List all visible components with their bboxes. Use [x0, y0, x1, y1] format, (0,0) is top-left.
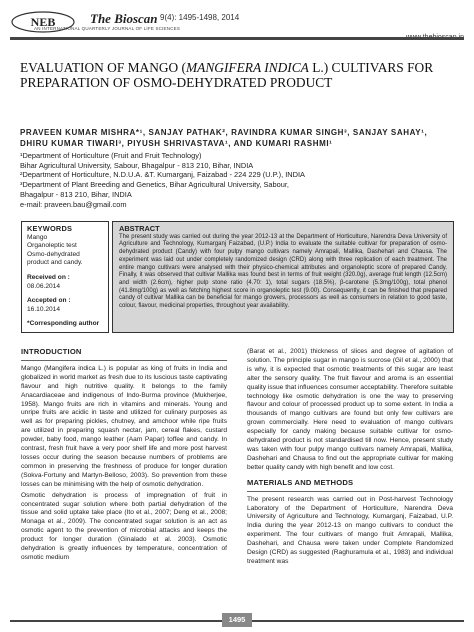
introduction-paragraph: Mango (Mangifera indica L.) is popular as king of fruits in India and globalized in world market as fresh due to its luscious taste captivating flavour and high nutritive quality. It belongs to the family Anacardiaceae and indigenous of Indo-Burma province (Mukherjee, 1958). Mango fruits are rich in vitamins and minerals. Young and unripe fruits are acidic in taste and utilized for culinary purposes as well as for preparing pickles, chutney, and amchoor while ripe fruits are utilized in preparing squash nectar, jam, cereal flakes, custard powder, baby food, mango leather (Aam Papar) toffee and candy. In contrast, fresh fruit have a very poor shelf life and more post harvest losses occur during the season because numbers of problems are common in preserving the freshness of produce for longer duration (Sokva-Fortuny and Martyn-Belloso, 2003). So prevention from these losses can be minimising with the help of osmotic dehydration. — [21, 364, 227, 488]
abstract-text: The present study was carried out during the year 2012-13 at the Department of Horticulture, Narendra Deva University of Agriculture and Technology, Kumarganj Faizabad, (U.P.) India to evaluate the suitable cultivar for preparation of osmo-dehydrated product (Candy) with four pulpy mango cultivars namely Amrapali, Mallika, Dashehari and Chausa. The experiment was laid out under completely randomized design (CRD) along with three replication of each treatment. The entire mango cultivars were analysed with their physico-chemical attributes and organoleptic score of prepared Candy. Finally, it was observed that cultivar Mallika was found best in terms of fruit weight (320.0g), average fruit length (12.5cm) and width (2.6cm), higher pulp stone ratio (4.70: 1), total sugars (18.5%), β-carotene (5.3mg/100g), total phenol (41.8mg/100g) as well as fetching highest score in organoleptic test (9.00). Consequently, it can be finished that prepared candy of cultivar Mallika can be beneficial for mango growers, processors as well as consumers in relation to good taste, colour, flavour, medicinal properties, throughout year availability. — [119, 233, 447, 310]
keywords-heading: KEYWORDS — [27, 224, 73, 233]
contact-email[interactable]: e-mail: praveen.bau@gmail.com — [20, 199, 127, 209]
methods-paragraph: The present research was carried out in Post-harvest Technology Laboratory of the Department of Horticulture, Narendra Deva University of Agriculture and Technology, Kumarganj, Faizabad, U.P. India during the year 2012-13 on mango cultivars to conduct the experiment. The four cultivars of mango fruit Amrapali, Mallika, Dashehari, and Chausa were taken under Complete Randomized Design (CRD) as suggested (Raghuramula et al., 1983) and individual treatment was — [247, 495, 453, 565]
accepted-label: Accepted on : — [27, 297, 71, 305]
header-rule — [10, 37, 464, 40]
keyword-item: Osmo-dehydrated — [27, 250, 80, 258]
keyword-item: Mango — [27, 233, 48, 241]
affiliation-line: ¹Department of Horticulture (Fruit and Fruit Technology) — [20, 151, 202, 160]
section-rule — [247, 491, 453, 492]
keywords-box — [21, 221, 109, 333]
logo-text: NEB — [30, 15, 56, 29]
journal-subtitle: AN INTERNATIONAL QUARTERLY JOURNAL OF LIFE SCIENCES — [34, 26, 181, 31]
keyword-item: Organoleptic test — [27, 242, 77, 250]
left-column — [21, 348, 227, 565]
section-rule — [21, 360, 227, 361]
author-list — [20, 127, 456, 149]
corresponding-author-note: *Corresponding author — [27, 320, 100, 328]
page-number: 1495 — [222, 613, 252, 627]
accepted-date: 16.10.2014 — [27, 305, 61, 313]
introduction-paragraph: (Barat et al., 2001) thickness of slices and degree of agitation of solution. The principle sugar in mango is sucrose (Gil et al., 2000) that is why, it is expected that osmotic treatments of this sugar are least alter the sensory quality. The fruit flavour and aroma is an essential quality issue that influences consumer acceptability. Therefore suitable technology like osmotic dehydration is one the way to preserving flavour and colour of processed product up to some extent. In India a thousands of mango cultivars are found but only few cultivars are grown commercially. Here need to evaluation of mango cultivars especially for candy making because suitable cultivar for osmo-dehydrated product is not standardised till now. Hence, present study was taken with four pulpy mango cultivars namely Amrapali, Mallika, Dashehari and Chausa to find out the appropriate cultivar for making better quality candy with high benefit and low cost. — [247, 348, 453, 471]
abstract-box — [112, 221, 454, 333]
received-date: 08.06.2014 — [27, 282, 61, 290]
journal-header — [10, 10, 464, 36]
journal-name: The Bioscan — [90, 11, 158, 26]
affiliation-line: ²Department of Horticulture, N.D.U.A. &T. Kumarganj, Faizabad - 224 229 (U.P.), INDIA — [20, 170, 305, 180]
article-title: EVALUATION OF MANGO (MANGIFERA INDICA L.) CULTIVARS FOR PREPARATION OF OSMO-DEHYDRATED PRODUCT — [20, 60, 434, 90]
abstract-heading: ABSTRACT — [119, 224, 160, 233]
affiliation-line: ³Department of Plant Breeding and Genetics, Bihar Agricultural University, Sabour, — [20, 180, 289, 190]
journal-issue: 9(4): 1495-1498, 2014 — [160, 13, 240, 22]
affiliation-line: Bhagalpur - 813 210, Bihar, INDIA — [20, 189, 132, 199]
introduction-paragraph: Osmotic dehydration is process of impregnation of fruit in concentrated sugar solution where both partial dehydration of the tissue and solid uptake take place (Ito et al., 2007; Deng et al., 2008; Monaga et al., 2009). The concentrated sugar solution is an act as osmotic agent to the prevention of microbial attacks and keeps the product for longer duration (Ginalado et al. 2003). Osmotic dehydration is greatly influences by temperature, concentration of osmotic medium — [21, 491, 227, 561]
affiliation-line: Bihar Agricultural University, Sabour, Bhagalpur - 813 210, Bihar, INDIA — [20, 160, 254, 170]
authors-line-1: PRAVEEN KUMAR MISHRA*¹, SANJAY PATHAK², RAVINDRA KUMAR SINGH³, SANJAY SAHAY¹, — [20, 128, 428, 137]
keyword-item: product and candy. — [27, 259, 83, 267]
introduction-heading: INTRODUCTION — [21, 347, 82, 356]
right-column — [247, 348, 453, 569]
affiliations — [20, 151, 456, 209]
received-label: Received on : — [27, 273, 70, 281]
authors-line-2: DHIRU KUMAR TIWARI³, PIYUSH SHRIVASTAVA¹, AND KUMARI RASHMI¹ — [20, 139, 333, 148]
methods-heading: MATERIALS AND METHODS — [247, 477, 354, 487]
